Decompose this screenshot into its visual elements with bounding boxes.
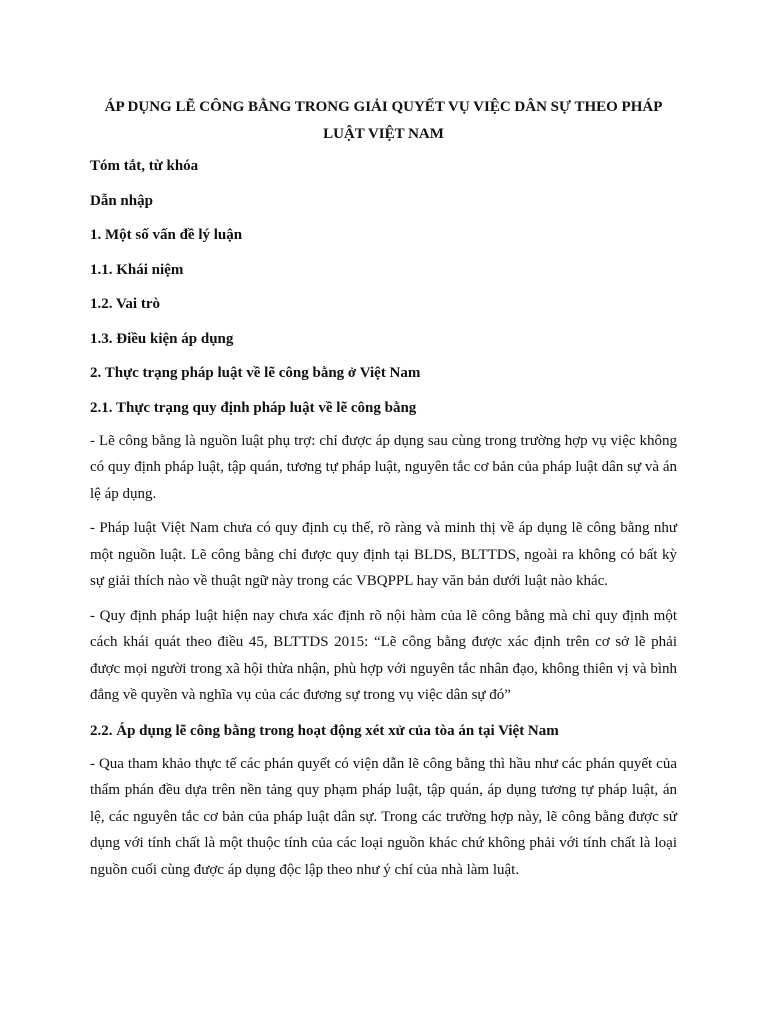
heading-section-1: 1. Một số vấn đề lý luận xyxy=(90,227,243,243)
heading-section-1-2: 1.2. Vai trò xyxy=(90,296,161,312)
title-line-2: LUẬT VIỆT NAM xyxy=(323,126,444,142)
heading-section-1-1: 1.1. Khái niệm xyxy=(90,261,184,278)
heading-section-2-1: 2.1. Thực trạng quy định pháp luật về lẽ công bằng xyxy=(90,399,417,416)
heading-section-1-3: 1.3. Điều kiện áp dụng xyxy=(90,330,234,347)
heading-section-2: 2. Thực trạng pháp luật về lẽ công bằng ở Việt Nam xyxy=(90,365,421,381)
title-line-1: ÁP DỤNG LẼ CÔNG BẰNG TRONG GIẢI QUYẾT VỤ VIỆC DÂN SỰ THEO PHÁP xyxy=(104,99,663,115)
heading-section-2-2: 2.2. Áp dụng lẽ công bằng trong hoạt động xét xử của tòa án tại Việt Nam xyxy=(90,722,559,739)
paragraph-2-1-b: - Pháp luật Việt Nam chưa có quy định cụ thế, rõ ràng và minh thị về áp dụng lẽ công bằng như một nguồn luật. Lẽ công bằng chỉ được quy định tại BLDS, BLTTDS, ngoài ra không có bất kỳ sự giải thích nào về thuật ngữ này trong các VBQPPL hay văn bản dưới luật nào khác. xyxy=(90,520,677,589)
document-page xyxy=(90,94,677,891)
paragraph-2-1-a: - Lẽ công bằng là nguồn luật phụ trợ: chỉ được áp dụng sau cùng trong trường hợp vụ việc không có quy định pháp luật, tập quán, tương tự pháp luật, nguyên tắc cơ bản của pháp luật dân sự và án lệ áp dụng. xyxy=(90,432,677,502)
paragraph-2-2-a: - Qua tham khảo thực tế các phán quyết có viện dẫn lẽ công bằng thì hầu như các phán quyết của thẩm phán đều dựa trên nền tảng quy phạm pháp luật, tập quán, áp dụng tương tự pháp luật, án lệ, các nguyên tắc cơ bản của pháp luật dân sự. Trong các trường hợp này, lẽ công bằng được sử dụng với tính chất là một thuộc tính của các loại nguồn khác chứ không phải với tính chất là loại nguồn cuối cùng được áp dụng độc lập theo như ý chí của nhà làm luật. xyxy=(90,755,677,878)
heading-summary-keywords: Tóm tắt, từ khóa xyxy=(90,158,199,174)
paragraph-2-1-c: - Quy định pháp luật hiện nay chưa xác định rõ nội hàm của lẽ công bằng mà chỉ quy định một cách khái quát theo điều 45, BLTTDS 2015: “Lẽ công bằng được xác định trên cơ sở lẽ phải được mọi người trong xã hội thừa nhận, phù hợp với nguyên tắc nhân đạo, không thiên vị và bình đẳng về quyền và nghĩa vụ của các đương sự trong vụ việc dân sự đó” xyxy=(90,607,677,703)
heading-introduction: Dẫn nhập xyxy=(90,192,153,209)
document-title xyxy=(90,94,677,148)
